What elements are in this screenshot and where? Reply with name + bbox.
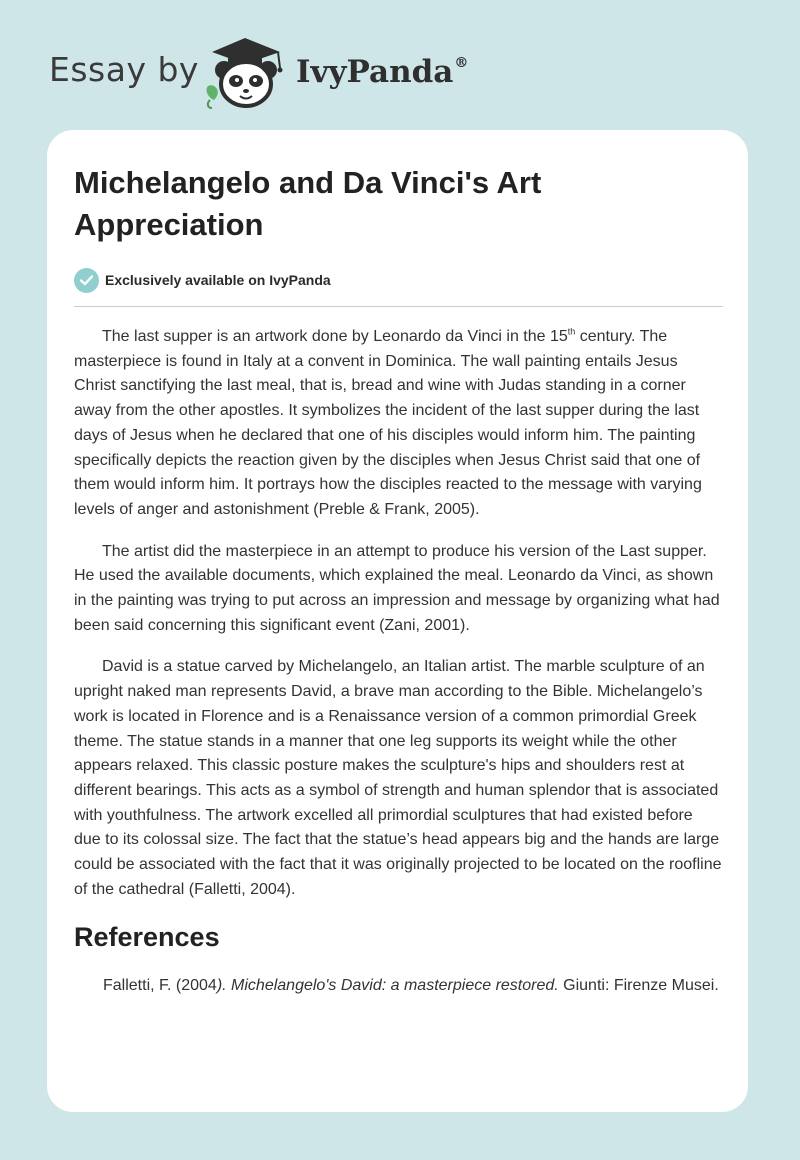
title-divider [74,306,723,307]
essay-title: Michelangelo and Da Vinci's Art Appreciation [74,165,542,242]
trademark-symbol: ® [454,54,469,71]
essay-body [74,325,723,902]
essay-content [74,162,723,999]
brand-name[interactable]: IvyPanda® [296,54,469,90]
paragraph: The artist did the masterpiece in an attempt to produce his version of the Last supper. He used the available documents, which explained the meal. Leonardo da Vinci, as shown in the painting was trying to put across an impression and message by organizing what had been said concerning this significant event (Zani, 2001). [74,542,720,634]
exclusive-badge [74,266,723,294]
reference-item: Falletti, F. (2004). Michelangelo's David: a masterpiece restored. Giunti: Firenze Musei. [103,977,719,995]
essay-by-label: Essay by [49,50,199,89]
references-heading: References [74,922,220,953]
essay-card [47,130,748,1112]
paragraph: The last supper is an artwork done by Leonardo da Vinci in the 15th century. The masterpiece is found in Italy at a convent in Dominica. The wall painting entails Jesus Christ sanctifying the last meal, that is, bread and wine with Judas standing in a corner away from the other apostles. It symbolizes the incident of the last supper during the last days of Jesus when he declared that one of his disciples would inform him. The painting specifically depicts the reaction given by the disciples when Jesus Christ said that one of them would inform him. It portrays how the disciples reacted to the message with varying levels of anger and astonishment (Preble & Frank, 2005). [74,326,702,518]
exclusive-badge-text: Exclusively available on IvyPanda [105,272,331,288]
paragraph: David is a statue carved by Michelangelo, an Italian artist. The marble sculpture of an upright naked man represents David, a brave man according to the Bible. Michelangelo’s work is located in Florence and is a Renaissance version of a common primordial Greek theme. The statue stands in a manner that one leg supports its weight while the other appears relaxed. This classic posture makes the sculpture's hips and shoulders rest at different bearings. This acts as a symbol of strength and human splendor that is associated with youthfulness. The artwork excelled all primordial sculptures that had existed before due to its colossal size. The fact that the statue’s head appears big and the hands are large could be associated with the fact that it was originally projected to be located on the roofline of the cathedral (Falletti, 2004). [74,658,722,898]
panda-graduate-icon[interactable] [200,34,290,110]
check-circle-icon [74,268,99,293]
site-header [0,0,800,130]
